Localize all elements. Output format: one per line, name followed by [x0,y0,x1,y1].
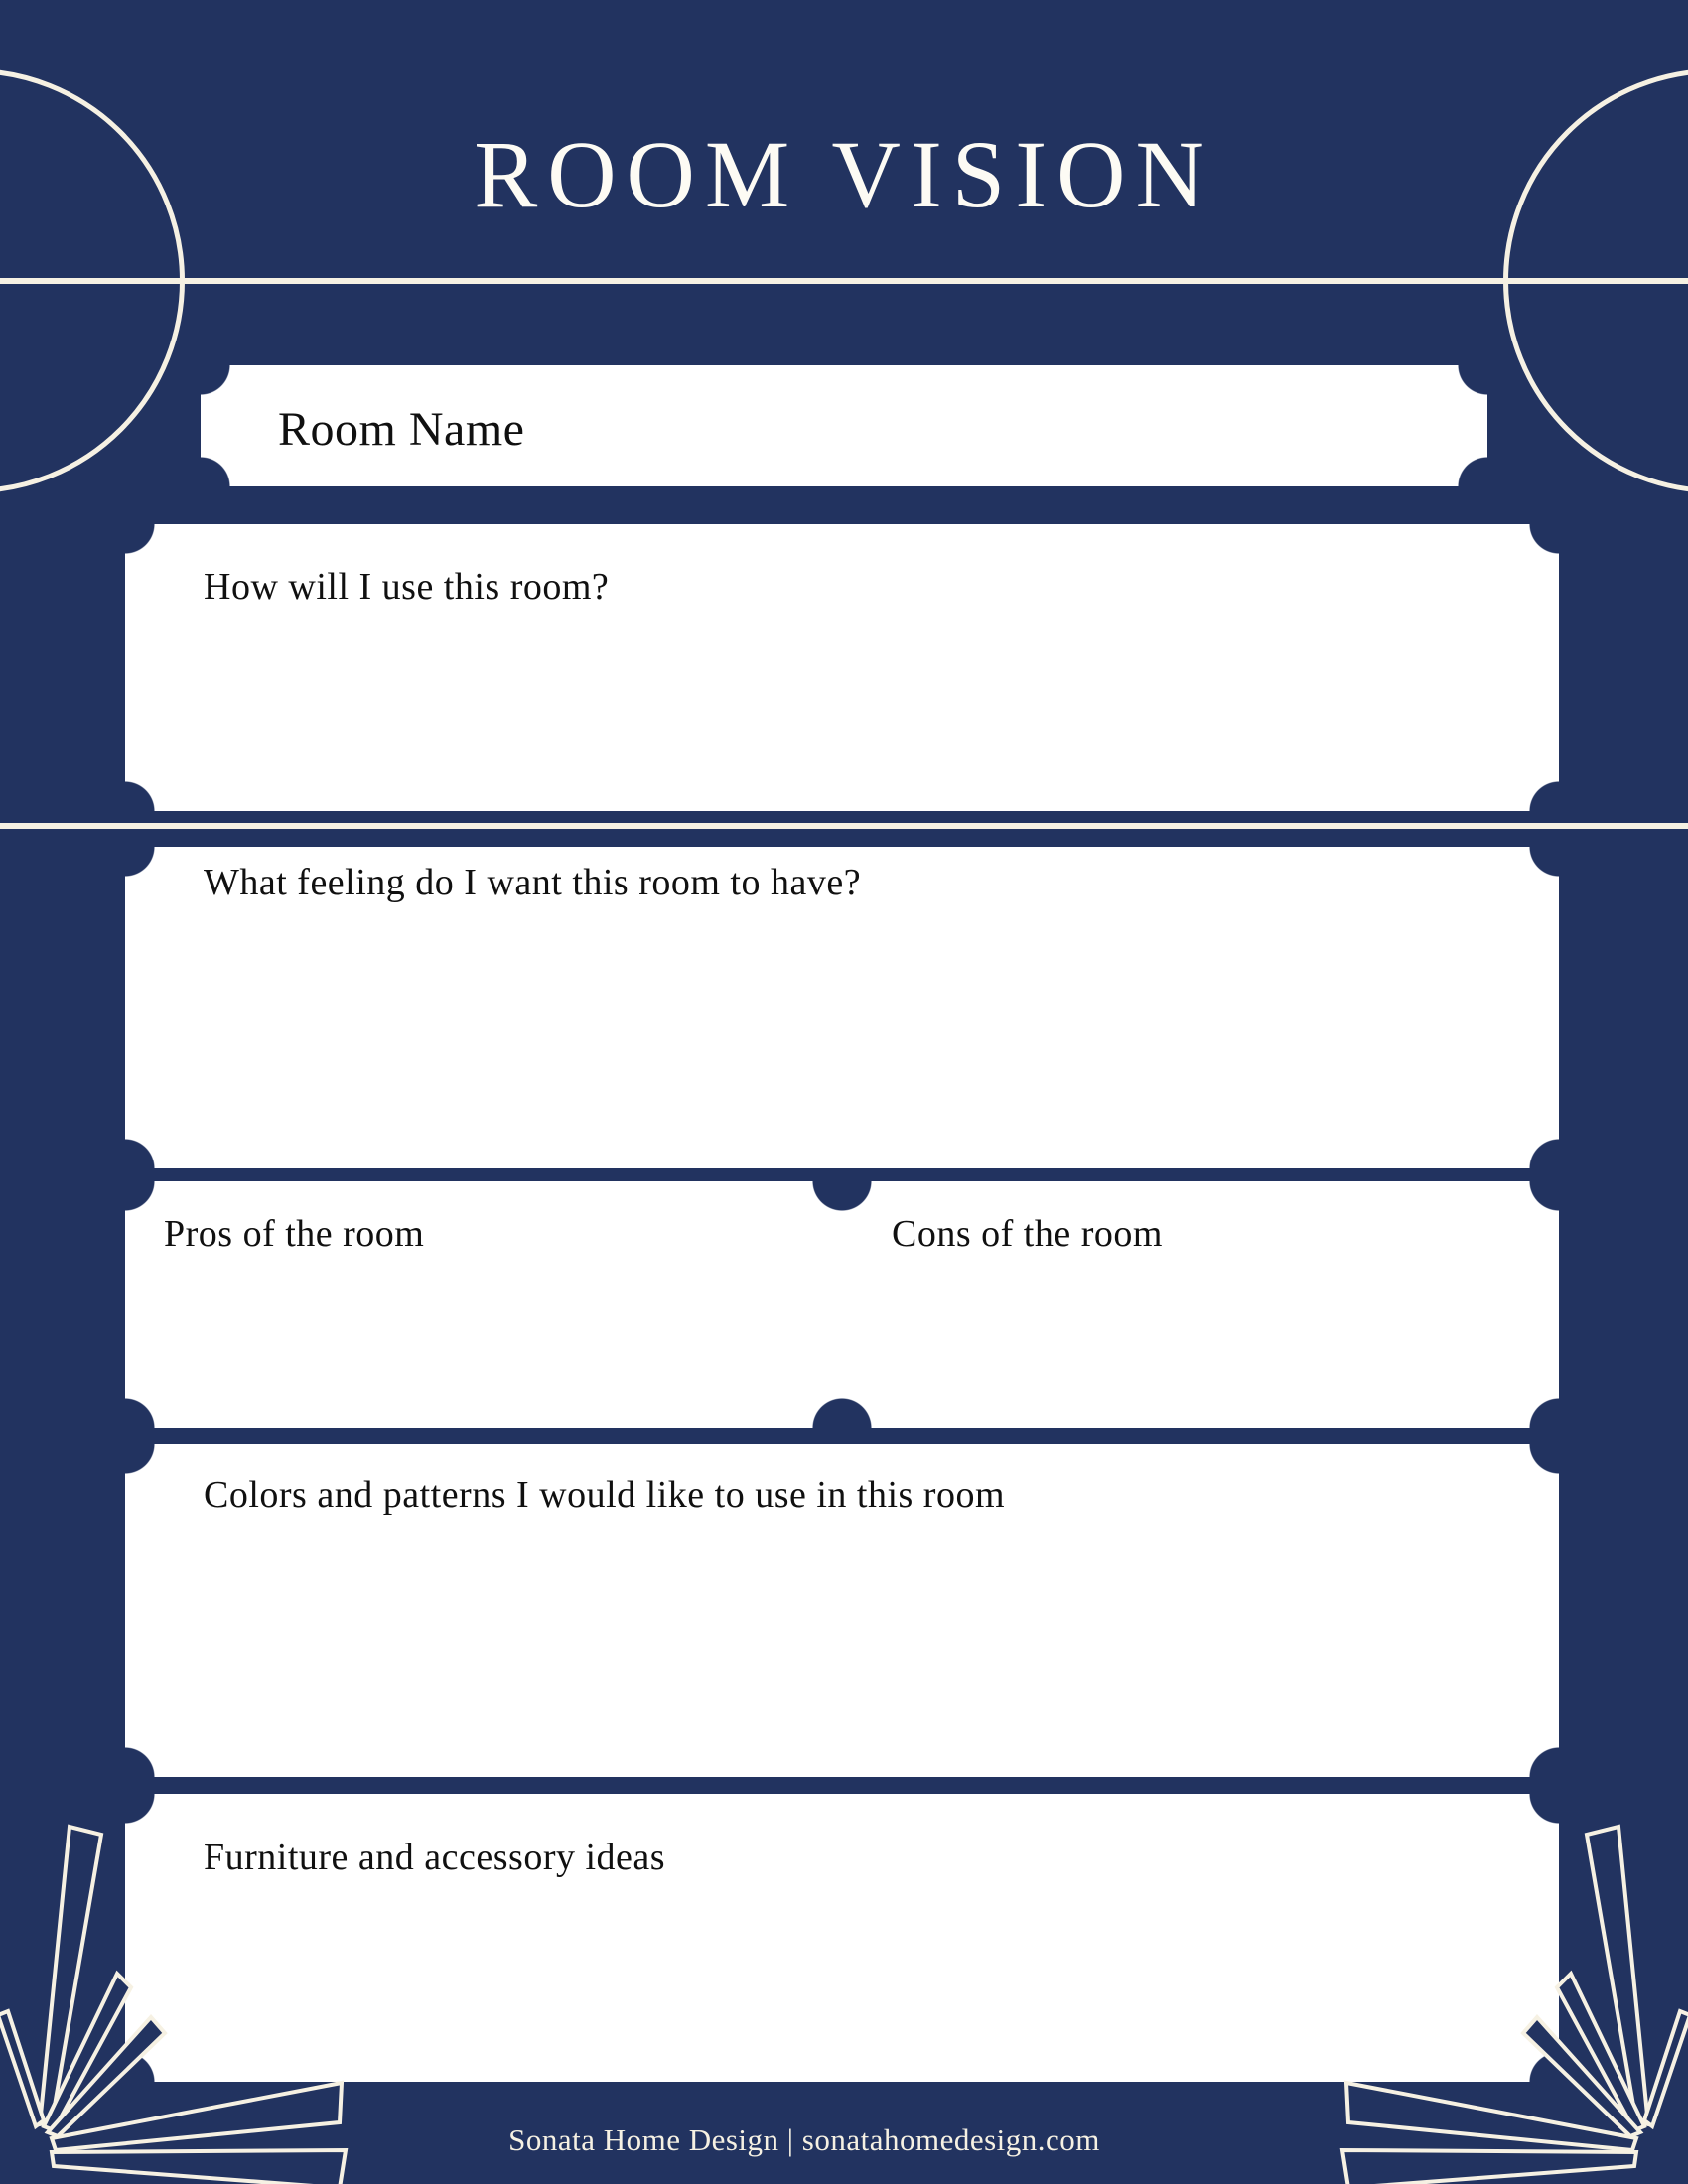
footer-credit: Sonata Home Design | sonatahomedesign.com [508,2122,1100,2157]
room-usage-label: How will I use this room? [204,566,610,608]
horizontal-rule-top [0,278,1688,284]
bottom-left-burst-decoration [0,1717,377,2184]
pros-label: Pros of the room [164,1213,425,1255]
room-feeling-label: What feeling do I want this room to have? [204,862,862,903]
horizontal-rule-middle [0,823,1688,829]
room-name-label: Room Name [278,403,525,456]
bottom-right-burst-decoration [1311,1717,1688,2184]
colors-patterns-label: Colors and patterns I would like to use in this room [204,1474,1006,1516]
cons-label: Cons of the room [892,1213,1163,1255]
furniture-label: Furniture and accessory ideas [204,1837,666,1878]
page-title: ROOM VISION [474,121,1214,227]
